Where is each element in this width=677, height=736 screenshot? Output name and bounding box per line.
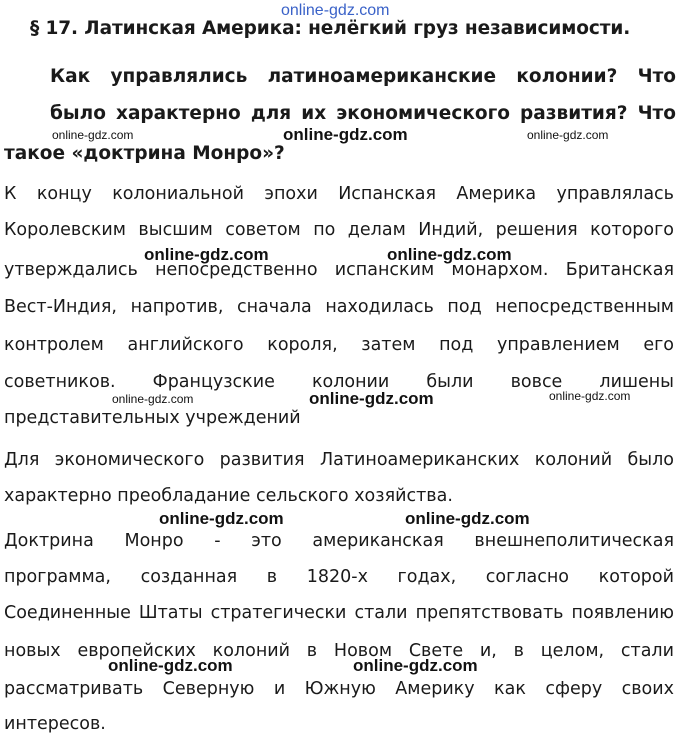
question-line-2: было характерно для их экономического развития? Что: [50, 103, 676, 124]
watermark-text: online-gdz.com: [549, 389, 631, 403]
paragraph1-line: Вест-Индия, напротив, сначала находилась под непосредственным: [4, 297, 674, 317]
watermark-text: online-gdz.com: [353, 656, 478, 675]
paragraph3-line: новых европейских колоний в Новом Свете и, в целом, стали: [4, 641, 674, 661]
paragraph3-line: Доктрина Монро - это американская внешнеполитическая: [4, 531, 674, 551]
paragraph3-line: интересов.: [4, 714, 106, 734]
watermark-text: online-gdz.com: [283, 125, 408, 144]
watermark-text: online-gdz.com: [144, 245, 269, 264]
question-line-1: Как управлялись латиноамериканские колонии? Что: [50, 66, 676, 87]
watermark-text: online-gdz.com: [108, 656, 233, 675]
section-heading: § 17. Латинская Америка: нелёгкий груз независимости.: [30, 18, 631, 39]
paragraph1-line: К концу колониальной эпохи Испанская Америка управлялась: [4, 184, 674, 204]
paragraph3-line: программа, созданная в 1820-х годах, согласно которой: [4, 567, 674, 587]
paragraph2-line: характерно преобладание сельского хозяйства.: [4, 486, 453, 506]
paragraph3-line: Соединенные Штаты стратегически стали препятствовать появлению: [4, 603, 674, 623]
question-line-3: такое «доктрина Монро»?: [4, 143, 285, 164]
paragraph1-line: утверждались непосредственно испанским монархом. Британская: [4, 260, 674, 280]
watermark-text: online-gdz.com: [527, 128, 609, 142]
paragraph2-line: Для экономического развития Латиноамериканских колоний было: [4, 450, 674, 470]
paragraph1-line: представительных учреждений: [4, 408, 301, 428]
paragraph1-line: советников. Французские колонии были вовсе лишены: [4, 372, 674, 392]
paragraph1-line: Королевским высшим советом по делам Индий, решения которого: [4, 220, 674, 240]
watermark-text: online-gdz.com: [309, 389, 434, 408]
watermark-text: online-gdz.com: [52, 128, 134, 142]
watermark-text: online-gdz.com: [159, 509, 284, 528]
paragraph1-line: контролем английского короля, затем под управлением его: [4, 335, 674, 355]
watermark-text: online-gdz.com: [112, 392, 194, 406]
top-watermark: online-gdz.com: [281, 2, 390, 19]
paragraph3-line: рассматривать Северную и Южную Америку как сферу своих: [4, 679, 674, 699]
watermark-text: online-gdz.com: [387, 245, 512, 264]
watermark-text: online-gdz.com: [405, 509, 530, 528]
